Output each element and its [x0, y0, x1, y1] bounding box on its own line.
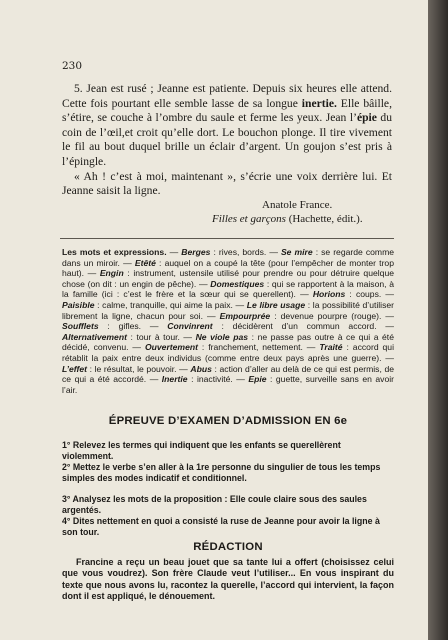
- vocab-definition: : tour à tour.: [130, 331, 180, 342]
- vocab-term: Inertie: [161, 374, 188, 385]
- vocab-definition: : auquel on a coupé la tête (pour l’empêcher de monter trop haut).: [62, 257, 394, 279]
- exam-title: ÉPREUVE D’EXAMEN D’ADMISSION EN 6e: [108, 415, 348, 427]
- vocab-definition: : calme, tranquille, qui aime la paix.: [97, 299, 233, 310]
- vocab-definition: : la possibilité d’utiliser librement la ligne, chacun pour soi.: [62, 299, 395, 321]
- vocab-definition: : action d’aller au delà de ce qui est permis, de ce qui a été accordé.: [62, 363, 395, 385]
- vocabulary-notes: Les mots et expressions. — Berges : rives, bords. — Se mire : se regarde comme dans un miroir. — Etêté : auquel on a coupé la tête (pour l’empêcher de monter trop haut). — Engin : instrument, ustensile utilisé pour prendre ou pour détruire quelque chose (on dit : un engin de pêche). — Domestiques : qui se rapportent à la maison, à la famille (ici : c’est le frère et la sœur qui se querellent). — Horions : coups. — Paisible : calme, tranquille, qui aime la paix. — Le libre usage : la possibilité d’utiliser librement la ligne, chacun pour soi. — Empourprée : devenue pourpre (rouge). — Soufflets : gifles. — Convinrent : décidèrent d’un commun accord. — Alternativement : tour à tour. — Ne viole pas : ne passe pas outre à ce qui a été décidé, convenu. — Ouvertement : franchement, nettement. — Traité : accord qui rétablit la paix entre deux individus (comme entre deux pays après une guerre). — L’effet : le résultat, le pouvoir. — Abus : action d’aller au delà de ce qui est permis, de ce qui a été accordé. — Inertie : inactivité. — Epie : guette, surveille sans en avoir l’air.: [62, 247, 395, 395]
- vocab-term: Le libre usage: [246, 299, 306, 310]
- vocab-term: Soufflets: [62, 321, 99, 332]
- redaction-text: Francine a reçu un beau jouet que sa tante lui a offert (choisissez celui que vous voudrez). Son frère Claude veut l’utiliser... En vous inspirant du texte que nous avons lu, racontez la querelle, l’accord qui intervient, la façon dont il est appliqué, le dénouement.: [62, 557, 394, 602]
- vocab-definition: : ne passe pas outre à ce qui a été décidé, convenu.: [62, 331, 394, 353]
- redaction-title: RÉDACTION: [193, 541, 263, 553]
- story-text: [62, 82, 392, 199]
- vocab-definition: : instrument, ustensile utilisé pour prendre ou pour détruire quelque chose (on dit : un engin de pêche).: [62, 268, 395, 289]
- vocab-definition: : franchement, nettement.: [201, 342, 303, 353]
- vocab-definition: : décidèrent d’un commun accord.: [221, 321, 377, 332]
- vocab-definition: : devenue pourpre (rouge).: [274, 310, 382, 321]
- page-number: 230: [62, 60, 83, 72]
- vocab-term: Berges: [181, 247, 211, 257]
- exam-question-3: 3° Analysez les mots de la proposition : Elle coule claire sous des saules argentés.: [62, 494, 367, 516]
- vocab-definition: : gifles.: [107, 321, 142, 332]
- vocab-definition: : inactivité.: [191, 374, 233, 385]
- vocab-term: Engin: [99, 268, 124, 279]
- author-name: Anatole France.: [262, 199, 333, 211]
- exam-question-2: 2° Mettez le verbe s’en aller à la 1re personne du singulier de tous les temps simples des modes indicatif et conditionnel.: [62, 462, 381, 484]
- exam-question-4: 4° Dites nettement en quoi a consisté la ruse de Jeanne pour avoir la ligne à son tour.: [62, 516, 380, 538]
- vocab-term: Traité: [319, 342, 343, 353]
- vocab-definition: : rives, bords.: [213, 247, 267, 257]
- exam-question-1: 1° Relevez les termes qui indiquent que les enfants se querellèrent violemment.: [62, 440, 341, 462]
- vocabulary-heading: Les mots et expressions.: [62, 247, 167, 257]
- vocab-term: Abus: [190, 363, 212, 374]
- vocab-definition: : guette, surveille sans en avoir l’air.: [62, 374, 394, 395]
- vocab-term: Ouvertement: [144, 342, 198, 353]
- vocab-term: Empourprée: [219, 310, 271, 321]
- vocab-term: Horions: [312, 289, 346, 300]
- vocab-term: L’effet: [62, 363, 87, 374]
- vocab-term: Se mire: [280, 247, 313, 257]
- vocab-definition: : qui se rapportent à la maison, à la famille (ici : c’est le frère et la sœur qui se querellent).: [62, 278, 394, 300]
- vocab-term: Convinrent: [167, 321, 213, 332]
- vocab-term: Alternativement: [62, 331, 127, 342]
- vocab-definition: : le résultat, le pouvoir.: [89, 363, 177, 374]
- book-gutter: [428, 0, 448, 640]
- vocab-definition: : coups.: [349, 289, 382, 300]
- story-paragraph-1: 5. Jean est rusé ; Jeanne est patiente. Depuis six heures elle attend. Cette fois pourtant elle semble lasse de sa longue inertie. Elle bâille, s’étire, se couche à l’ombre du saule et ferme les yeux. Jean l’épie du coin de l’œil,et croit qu’elle dort. Le bouchon plonge. Il tire vivement le fil au bout duquel brille un éclair d’argent. Un goujon s’est pris à l’épingle.: [62, 82, 392, 168]
- vocab-term: Paisible: [62, 299, 95, 310]
- vocab-term: Domestiques: [210, 278, 265, 289]
- vocab-term: Ne viole pas: [195, 331, 249, 342]
- vocab-definition: : se regarde comme dans un miroir.: [62, 247, 395, 268]
- work-citation: Filles et garçons (Hachette, édit.).: [212, 213, 363, 225]
- vocab-definition: : accord qui rétablit la paix entre deux individus (comme entre deux pays après une guerre).: [62, 342, 394, 363]
- attribution: [212, 198, 363, 226]
- vocab-term: Etêté: [134, 257, 156, 268]
- vocab-term: Epie: [248, 374, 267, 385]
- divider: [60, 238, 394, 239]
- story-paragraph-2: « Ah ! c’est à moi, maintenant », s’écrie une voix derrière lui. Et Jeanne saisit la ligne.: [62, 169, 392, 198]
